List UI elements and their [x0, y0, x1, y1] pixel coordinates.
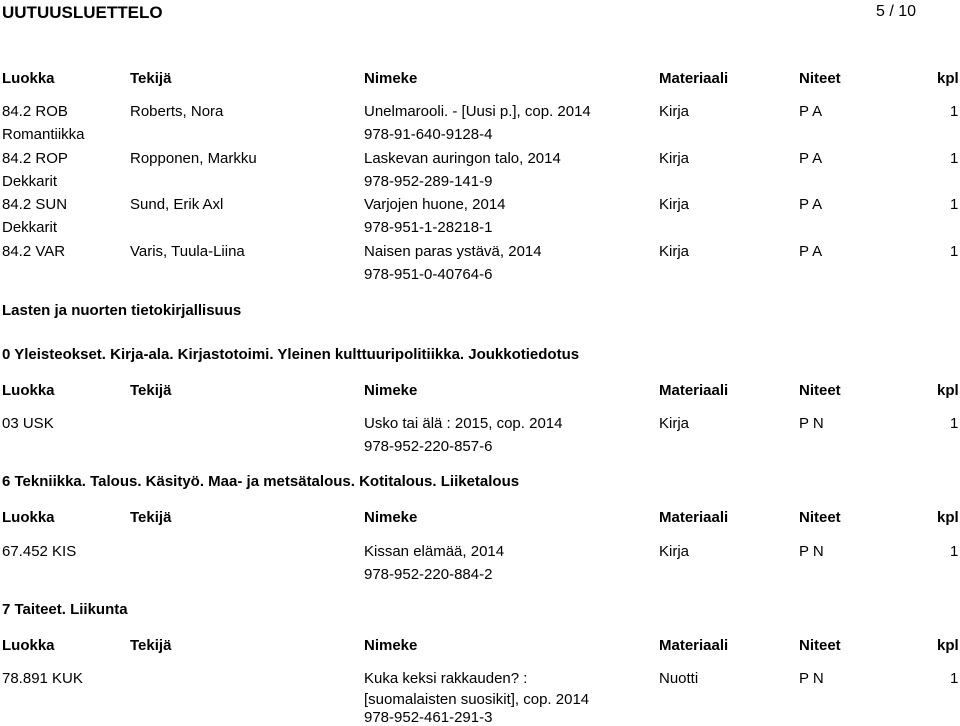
cell-nimeke: Kissan elämää, 2014 — [364, 543, 505, 560]
header-niteet: Niteet — [799, 509, 841, 526]
cell-kpl: 1 — [950, 670, 959, 687]
header-tekija: Tekijä — [130, 382, 172, 399]
cell-materiaali: Kirja — [659, 543, 690, 560]
subsection-title: 7 Taiteet. Liikunta — [2, 601, 128, 618]
cell-niteet: P A — [799, 150, 823, 167]
header-nimeke: Nimeke — [364, 382, 418, 399]
page-title: UUTUUSLUETTELO — [2, 3, 163, 22]
cell-materiaali: Kirja — [659, 150, 690, 167]
header-tekija: Tekijä — [130, 509, 172, 526]
header-materiaali: Materiaali — [659, 637, 729, 654]
cell-luokka: 84.2 SUN — [2, 196, 68, 213]
cell-nimeke: Usko tai älä : 2015, cop. 2014 — [364, 415, 563, 432]
cell-kpl: 1 — [950, 103, 959, 120]
header-niteet: Niteet — [799, 637, 841, 654]
cell-nimeke: Unelmarooli. - [Uusi p.], cop. 2014 — [364, 103, 591, 120]
cell-materiaali: Nuotti — [659, 670, 699, 687]
cell-luokka: 84.2 ROB — [2, 103, 68, 120]
cell-kpl: 1 — [950, 415, 959, 432]
cell-isbn: 978-91-640-9128-4 — [364, 126, 493, 143]
cell-kpl: 1 — [950, 243, 959, 260]
cell-materiaali: Kirja — [659, 415, 690, 432]
header-niteet: Niteet — [799, 70, 841, 87]
header-kpl: kpl — [937, 70, 959, 87]
cell-tekija: Ropponen, Markku — [130, 150, 257, 167]
cell-niteet: P A — [799, 243, 823, 260]
header-nimeke: Nimeke — [364, 509, 418, 526]
cell-luokka: 84.2 VAR — [2, 243, 66, 260]
cell-genre: Dekkarit — [2, 219, 58, 236]
header-tekija: Tekijä — [130, 70, 172, 87]
cell-niteet: P N — [799, 415, 824, 432]
cell-isbn: 978-952-220-884-2 — [364, 566, 493, 583]
cell-luokka: 03 USK — [2, 415, 54, 432]
cell-tekija: Roberts, Nora — [130, 103, 224, 120]
cell-nimeke: Varjojen huone, 2014 — [364, 196, 506, 213]
page-number: 5 / 10 — [876, 3, 917, 20]
cell-isbn: 978-952-220-857-6 — [364, 438, 493, 455]
cell-nimeke: Laskevan auringon talo, 2014 — [364, 150, 561, 167]
cell-genre: Dekkarit — [2, 173, 58, 190]
header-tekija: Tekijä — [130, 637, 172, 654]
cell-niteet: P N — [799, 670, 824, 687]
subsection-title: 0 Yleisteokset. Kirja-ala. Kirjastotoimi. Yleinen kulttuuripolitiikka. Joukkotiedotus — [2, 346, 580, 363]
header-nimeke: Nimeke — [364, 70, 418, 87]
cell-luokka: 84.2 ROP — [2, 150, 68, 167]
cell-kpl: 1 — [950, 196, 959, 213]
cell-niteet: P A — [799, 196, 823, 213]
cell-isbn: 978-952-289-141-9 — [364, 173, 493, 190]
cell-kpl: 1 — [950, 543, 959, 560]
cell-nimeke: Kuka keksi rakkauden? : — [364, 670, 528, 687]
cell-tekija: Sund, Erik Axl — [130, 196, 224, 213]
cell-materiaali: Kirja — [659, 103, 690, 120]
cell-tekija: Varis, Tuula-Liina — [130, 243, 245, 260]
header-nimeke: Nimeke — [364, 637, 418, 654]
header-luokka: Luokka — [2, 70, 55, 87]
subsection-title: 6 Tekniikka. Talous. Käsityö. Maa- ja metsätalous. Kotitalous. Liiketalous — [2, 473, 520, 490]
cell-nimeke: Naisen paras ystävä, 2014 — [364, 243, 542, 260]
header-kpl: kpl — [937, 382, 959, 399]
cell-nimeke-cont: [suomalaisten suosikit], cop. 2014 — [364, 691, 590, 708]
header-niteet: Niteet — [799, 382, 841, 399]
cell-materiaali: Kirja — [659, 196, 690, 213]
header-materiaali: Materiaali — [659, 382, 729, 399]
cell-isbn: 978-951-0-40764-6 — [364, 266, 493, 283]
section-title: Lasten ja nuorten tietokirjallisuus — [2, 302, 242, 319]
cell-kpl: 1 — [950, 150, 959, 167]
header-luokka: Luokka — [2, 509, 55, 526]
header-luokka: Luokka — [2, 382, 55, 399]
cell-niteet: P N — [799, 543, 824, 560]
header-kpl: kpl — [937, 637, 959, 654]
header-materiaali: Materiaali — [659, 70, 729, 87]
cell-isbn: 978-951-1-28218-1 — [364, 219, 493, 236]
cell-luokka: 78.891 KUK — [2, 670, 83, 687]
cell-materiaali: Kirja — [659, 243, 690, 260]
cell-genre: Romantiikka — [2, 126, 85, 143]
cell-niteet: P A — [799, 103, 823, 120]
header-luokka: Luokka — [2, 637, 55, 654]
header-materiaali: Materiaali — [659, 509, 729, 526]
cell-isbn: 978-952-461-291-3 — [364, 709, 493, 726]
header-kpl: kpl — [937, 509, 959, 526]
cell-luokka: 67.452 KIS — [2, 543, 77, 560]
